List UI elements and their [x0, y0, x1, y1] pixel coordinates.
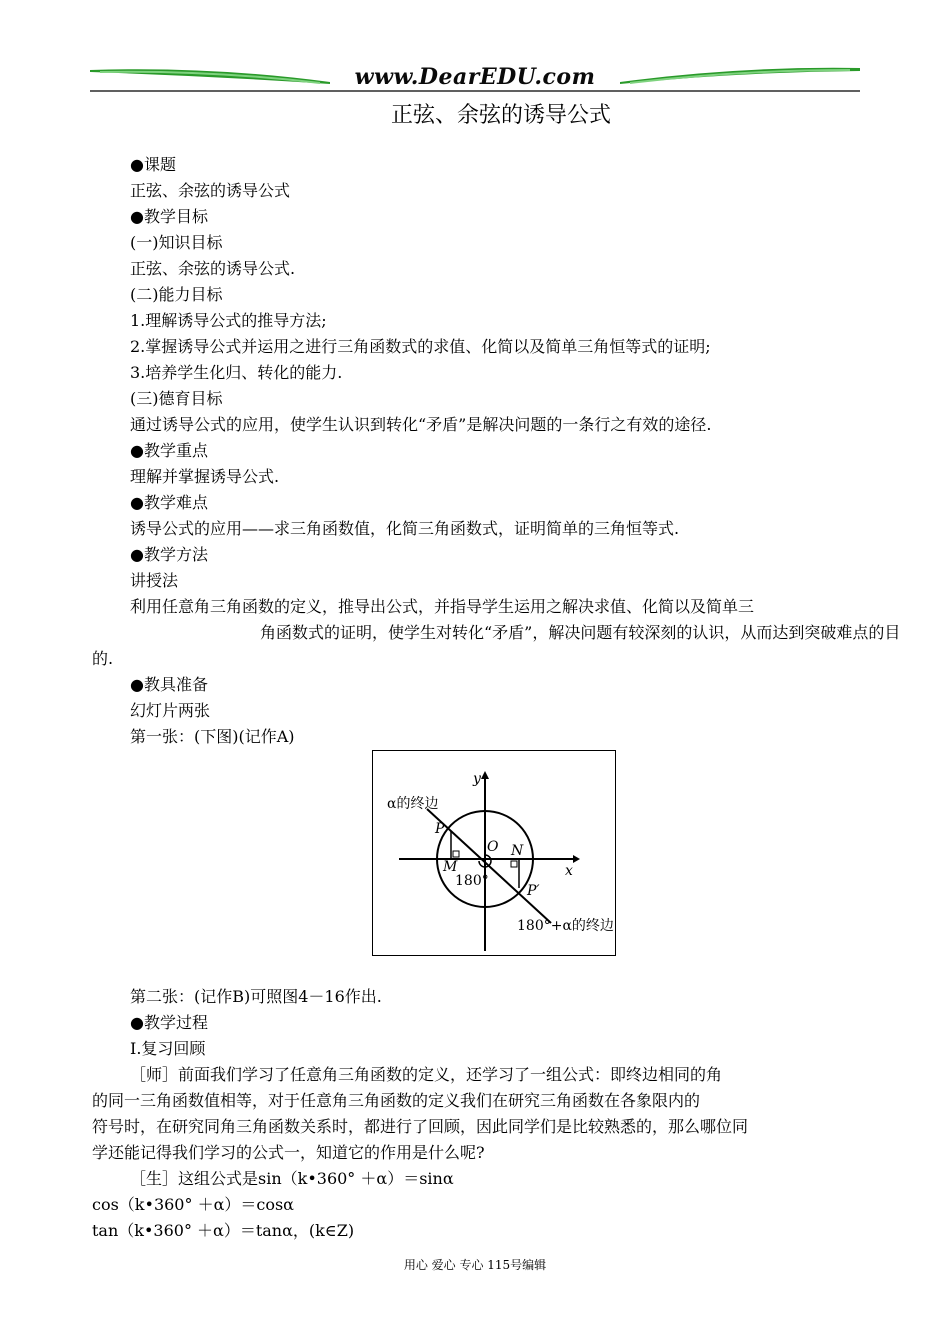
text-line: 诱导公式的应用——求三角函数值，化简三角函数式，证明简单的三角恒等式.	[130, 519, 680, 538]
label-alpha-side: α的终边	[387, 796, 439, 812]
text-line: 幻灯片两张	[130, 701, 211, 720]
text-line: (三)德育目标	[130, 389, 223, 408]
text-line: 正弦、余弦的诱导公式.	[130, 259, 296, 278]
text-line: 2.掌握诱导公式并运用之进行三角函数式的求值、化简以及简单三角恒等式的证明;	[130, 337, 711, 356]
text-line: ［师］前面我们学习了任意角三角函数的定义，还学习了一组公式：即终边相同的角	[130, 1065, 723, 1084]
formula-line: tan（k•360° ＋α）＝tanα，(k∈Z)	[92, 1221, 355, 1240]
text-line: 第二张：(记作B)可照图4－16作出.	[130, 987, 382, 1006]
text-line: 通过诱导公式的应用，使学生认识到转化“矛盾”是解决问题的一条行之有效的途径.	[130, 415, 712, 434]
text-line: 的同一三角函数值相等，对于任意角三角函数的定义我们在研究三角函数在各象限内的	[92, 1091, 701, 1110]
heading-topic: ●课题	[130, 155, 176, 174]
text-line: 的.	[92, 649, 114, 668]
x-axis-arrow-icon	[573, 855, 580, 863]
label-angle: 180°	[455, 873, 489, 889]
lesson-body-2	[92, 984, 865, 1244]
site-logo[interactable]: www.DearEDU.com	[354, 64, 596, 90]
heading-process: ●教学过程	[130, 1013, 208, 1032]
text-line: 第一张：(下图)(记作A)	[130, 727, 295, 746]
heading-materials: ●教具准备	[130, 675, 208, 694]
heading-method: ●教学方法	[130, 545, 208, 564]
label-y: y	[473, 771, 481, 787]
label-N: N	[511, 843, 524, 859]
text-line: 1.理解诱导公式的推导方法;	[130, 311, 327, 330]
text-line: 角函数式的证明，使学生对转化“矛盾”，解决问题有较深刻的认识，从而达到突破难点的目	[260, 623, 901, 642]
text-line: 3.培养学生化归、转化的能力.	[130, 363, 343, 382]
label-M: M	[443, 859, 458, 875]
text-line: (二)能力目标	[130, 285, 223, 304]
text-line: 讲授法	[130, 571, 179, 590]
page-title: 正弦、余弦的诱导公式	[390, 103, 611, 128]
formula-line: cos（k•360° ＋α）＝cosα	[92, 1195, 294, 1214]
label-P: P	[435, 821, 445, 837]
label-x: x	[565, 863, 573, 879]
formula-line: ［生］这组公式是sin（k•360° ＋α）＝sinα	[130, 1169, 454, 1188]
heading-difficulties: ●教学难点	[130, 493, 208, 512]
text-line: 利用任意角三角函数的定义，推导出公式，并指导学生运用之解决求值、化简以及简单三	[130, 597, 755, 616]
right-angle-mark-m	[453, 851, 459, 857]
label-O: O	[487, 839, 499, 855]
right-angle-mark-n	[511, 861, 517, 867]
text-line: 正弦、余弦的诱导公式	[130, 181, 291, 200]
page-footer: 用心 爱心 专心 115号编辑	[403, 1258, 547, 1272]
text-line: Ⅰ.复习回顾	[130, 1039, 206, 1058]
unit-circle-figure	[372, 750, 616, 956]
text-line: (一)知识目标	[130, 233, 223, 252]
y-axis-arrow-icon	[481, 771, 489, 779]
text-line: 理解并掌握诱导公式.	[130, 467, 280, 486]
label-P-prime: P′	[527, 883, 540, 899]
heading-objectives: ●教学目标	[130, 207, 208, 226]
site-header	[90, 62, 860, 94]
text-line: 符号时，在研究同角三角函数关系时，都进行了回顾，因此同学们是比较熟悉的，那么哪位同	[92, 1117, 749, 1136]
text-line: 学还能记得我们学习的公式一，知道它的作用是什么呢?	[92, 1143, 485, 1162]
lesson-body	[92, 152, 901, 750]
label-other-side: 180°+α的终边	[517, 918, 614, 934]
heading-key-points: ●教学重点	[130, 441, 208, 460]
